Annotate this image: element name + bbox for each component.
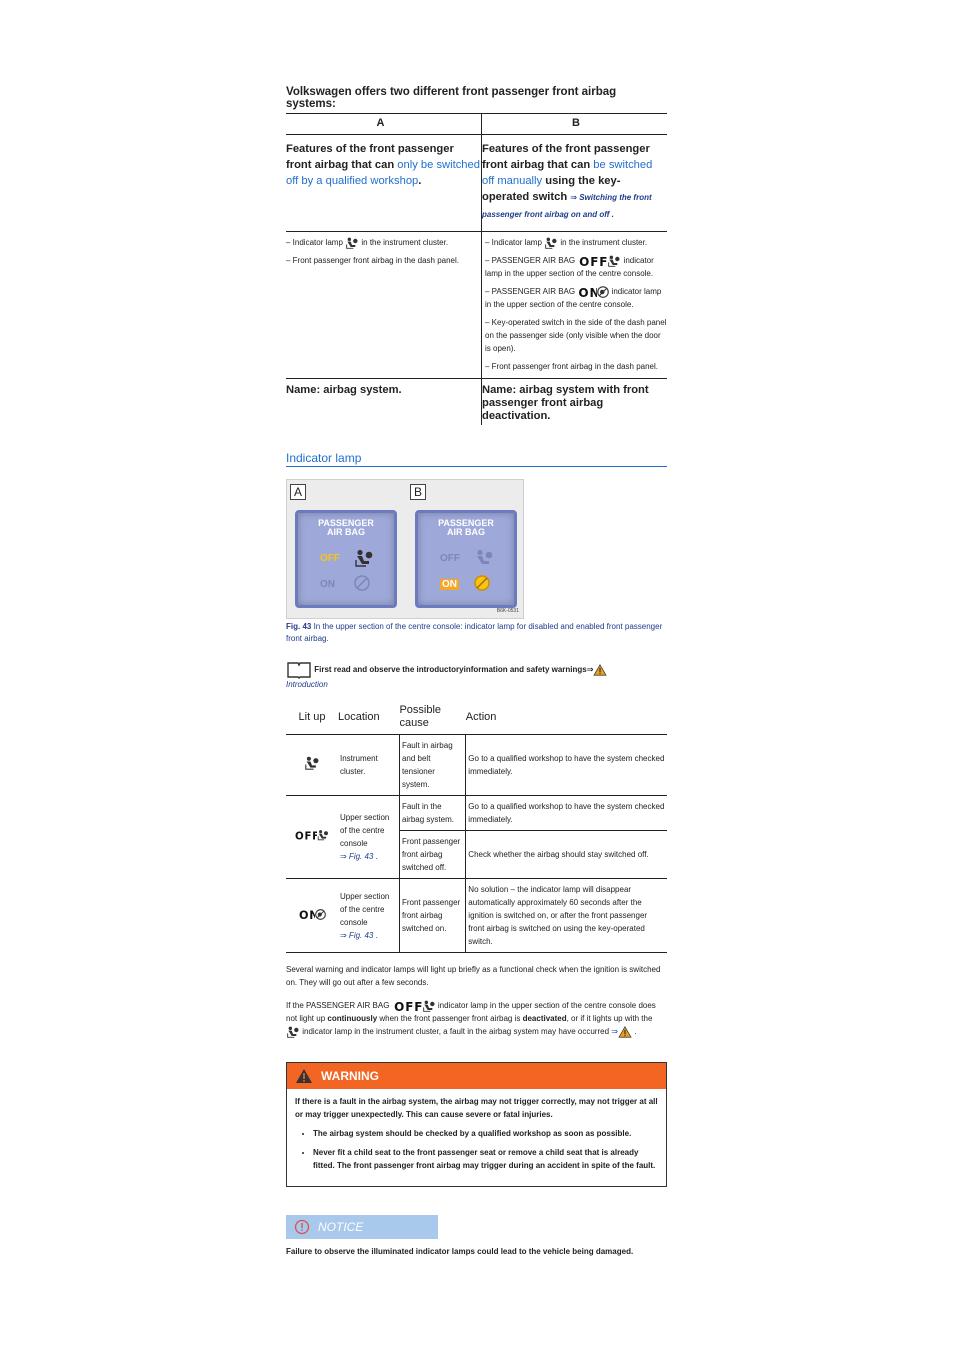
panel-off-text: OFF — [320, 553, 340, 564]
figure-code: B6K-0531 — [496, 608, 519, 614]
features-b — [482, 135, 668, 232]
cause-cell: Fault in airbag and belt tensioner system. — [399, 735, 465, 796]
notice-icon — [294, 1219, 310, 1235]
fig-43-link[interactable]: ⇒ Fig. 43 — [340, 852, 374, 861]
cause-cell: Front passenger front airbag switched off. — [399, 831, 465, 879]
panel-on-text: ON — [442, 579, 457, 590]
airbag-on-icon — [315, 909, 326, 920]
panel-title-line2: AIR BAG — [327, 527, 365, 537]
warning-list — [295, 1127, 658, 1172]
features-a-text: Features of the front passenger front airbag that can — [286, 143, 454, 171]
action-cell: Check whether the airbag should stay switched off. — [466, 831, 667, 879]
airbag-warning-icon — [544, 237, 558, 249]
list-item: • Never fit a child seat to the front passenger seat or remove a child seat that is already fitted. The front passenger front airbag may trigger during an accident in spite of the fault. — [313, 1146, 658, 1172]
name-a: Name: airbag system. — [286, 379, 482, 426]
off-indicator-icon — [577, 255, 607, 267]
indicator-lamp-table — [286, 704, 667, 953]
airbag-warning-icon — [317, 829, 329, 841]
warning-triangle-icon — [618, 1026, 632, 1038]
lit-up-cell — [286, 796, 338, 879]
panel-a — [295, 510, 397, 608]
para-bold: continuously — [327, 1014, 378, 1023]
figure-label-a: A — [290, 484, 306, 500]
warning-title: WARNING — [321, 1069, 379, 1083]
action-cell: No solution – the indicator lamp will disappear automatically approximately 60 seconds after the ignition is switched on, or after the front passenger front airbag is switched on using the key-operated switch. — [466, 879, 667, 953]
warning-box — [286, 1062, 667, 1187]
features-a-end: . — [418, 175, 422, 187]
warning-text: If there is a fault in the airbag system, the airbag may not trigger correctly, may not trigger at all or may trigger unexpectedly. This can cause severe or fatal injuries. — [295, 1097, 658, 1119]
panel-title — [418, 519, 514, 537]
location-text: Upper section of the centre console — [340, 891, 390, 927]
cause-cell: Fault in the airbag system. — [399, 796, 465, 831]
location-text: Upper section of the centre console — [340, 813, 390, 848]
location-cell: Upper section of the centre console ⇒ Fig. 43 . — [338, 796, 399, 879]
item-text: – PASSENGER AIR BAG — [485, 256, 578, 265]
name-b: Name: airbag system with front passenger front airbag deactivation. — [482, 384, 649, 422]
fault-paragraph — [286, 999, 667, 1038]
warning-header — [287, 1063, 666, 1089]
cause-cell: Front passenger front airbag switched on. — [399, 879, 465, 953]
component-a-indicator — [286, 236, 475, 249]
features-b-end: . — [609, 210, 614, 219]
switching-airbag-link[interactable]: ⇒ Switching the front passenger front airbag on and off — [482, 193, 652, 219]
table-row — [286, 796, 667, 831]
action-cell: Go to a qualified workshop to have the system checked immediately. — [466, 735, 667, 796]
panel-off-text: OFF — [440, 553, 460, 564]
component-b-airbag: – Front passenger front airbag in the dash panel. — [485, 362, 658, 371]
para-text: indicator lamp in the upper section of the centre console does not light up — [286, 1001, 656, 1023]
on-indicator-icon — [577, 286, 597, 298]
item-text: in the instrument cluster. — [359, 238, 449, 247]
table-row — [286, 735, 667, 796]
airbag-systems-table — [286, 113, 667, 425]
list-item: • The airbag system should be checked by a qualified workshop as soon as possible. — [313, 1127, 658, 1140]
intro-title: Volkswagen offers two different front passenger front airbag systems: — [286, 86, 617, 110]
component-b-on-lamp — [485, 285, 667, 311]
airbag-on-unlit-icon — [354, 575, 370, 591]
figure-label-b: B — [410, 484, 426, 500]
panel-title — [298, 519, 394, 537]
table-row — [286, 879, 667, 953]
item-text: – PASSENGER AIR BAG — [485, 287, 578, 296]
location-cell: Upper section of the centre console ⇒ Fig. 43 . — [338, 879, 399, 953]
location-cell: Instrument cluster. — [338, 735, 399, 796]
component-b-indicator — [485, 236, 667, 249]
figure-caption-text: In the upper section of the centre console: indicator lamp for disabled and enabled front passenger front airbag. — [286, 622, 663, 643]
item-text: indicator lamp in the upper section of the centre console. — [485, 256, 654, 278]
figure-number: Fig. 43 — [286, 622, 312, 631]
warning-triangle-icon — [295, 1068, 313, 1084]
panel-b — [415, 510, 517, 608]
component-b-off-lamp — [485, 254, 667, 280]
para-text: , or if it lights up with the — [566, 1014, 653, 1023]
figure-caption — [286, 621, 667, 645]
airbag-off-lit-icon — [354, 549, 374, 567]
off-indicator-icon — [295, 829, 317, 841]
features-a — [286, 135, 482, 232]
fig-43-link[interactable]: ⇒ Fig. 43 — [340, 930, 374, 940]
airbag-on-icon — [597, 286, 609, 298]
read-first-text: First read and observe the introductoryinformation and safety warnings⇒ — [314, 665, 594, 675]
component-b-key-switch: – Key-operated switch in the side of the dash panel on the passenger side (only visible when the door is open). — [485, 318, 667, 353]
book-icon — [286, 661, 312, 679]
warning-body — [287, 1089, 666, 1186]
header-action: Action — [466, 704, 667, 735]
on-indicator-icon — [299, 908, 315, 920]
notice-title: NOTICE — [318, 1220, 364, 1234]
item-text: – Indicator lamp — [485, 238, 545, 247]
airbag-warning-icon — [304, 756, 320, 770]
airbag-warning-icon — [422, 1000, 436, 1012]
off-indicator-icon — [392, 1000, 422, 1012]
features-b-highlight: be switched off manually — [482, 159, 653, 187]
panel-on-text: ON — [320, 579, 335, 590]
manual-page — [286, 86, 667, 1258]
airbag-off-unlit-icon — [474, 549, 494, 567]
features-a-highlight: only be switched off by a qualified workshop — [286, 159, 480, 187]
action-cell: Go to a qualified workshop to have the system checked immediately. — [466, 796, 667, 831]
item-text: in the instrument cluster. — [558, 238, 648, 247]
para-text: If the PASSENGER AIR BAG — [286, 1001, 392, 1010]
header-lit-up: Lit up — [286, 704, 338, 735]
panel-title-line1: PASSENGER — [318, 518, 374, 528]
airbag-warning-icon — [286, 1026, 300, 1038]
para-text: indicator lamp in the instrument cluster, a fault in the airbag system may have occurred — [300, 1027, 612, 1036]
components-a — [286, 232, 482, 379]
warning-triangle-icon — [593, 664, 607, 676]
lit-up-cell — [286, 879, 338, 953]
notice-header — [286, 1215, 438, 1239]
para-text: . — [631, 1027, 637, 1036]
header-possible-cause: Possible cause — [399, 704, 465, 735]
features-b-text: Features of the front passenger front airbag that can — [482, 143, 650, 171]
warning-link[interactable]: ⇒ — [611, 1027, 632, 1036]
airbag-warning-icon — [607, 255, 621, 267]
airbag-warning-icon — [345, 237, 359, 249]
section-title: Indicator lamp — [286, 451, 667, 467]
para-text: when the front passenger front airbag is — [377, 1014, 523, 1023]
para-bold: deactivated — [522, 1014, 567, 1023]
notice-text: Failure to observe the illuminated indicator lamps could lead to the vehicle being damaged. — [286, 1247, 634, 1256]
read-first-note — [286, 661, 667, 690]
column-header-a: A — [286, 114, 482, 135]
figure-43 — [286, 479, 524, 619]
introduction-link[interactable]: Introduction — [286, 680, 328, 689]
lit-up-cell — [286, 735, 338, 796]
column-header-b: B — [482, 114, 668, 135]
features-b-text2: using the key-operated switch — [482, 175, 621, 203]
components-b — [482, 232, 668, 379]
item-text: indicator lamp in the upper section of the centre console. — [485, 287, 662, 309]
functional-check-paragraph: Several warning and indicator lamps will light up briefly as a functional check when the ignition is switched on. They will go out after a few seconds. — [286, 965, 661, 987]
airbag-on-lit-icon — [474, 575, 490, 591]
panel-title-line2: AIR BAG — [447, 527, 485, 537]
component-a-airbag: – Front passenger front airbag in the dash panel. — [286, 256, 459, 265]
panel-title-line1: PASSENGER — [438, 518, 494, 528]
header-location: Location — [338, 704, 399, 735]
item-text: – Indicator lamp — [286, 238, 346, 247]
